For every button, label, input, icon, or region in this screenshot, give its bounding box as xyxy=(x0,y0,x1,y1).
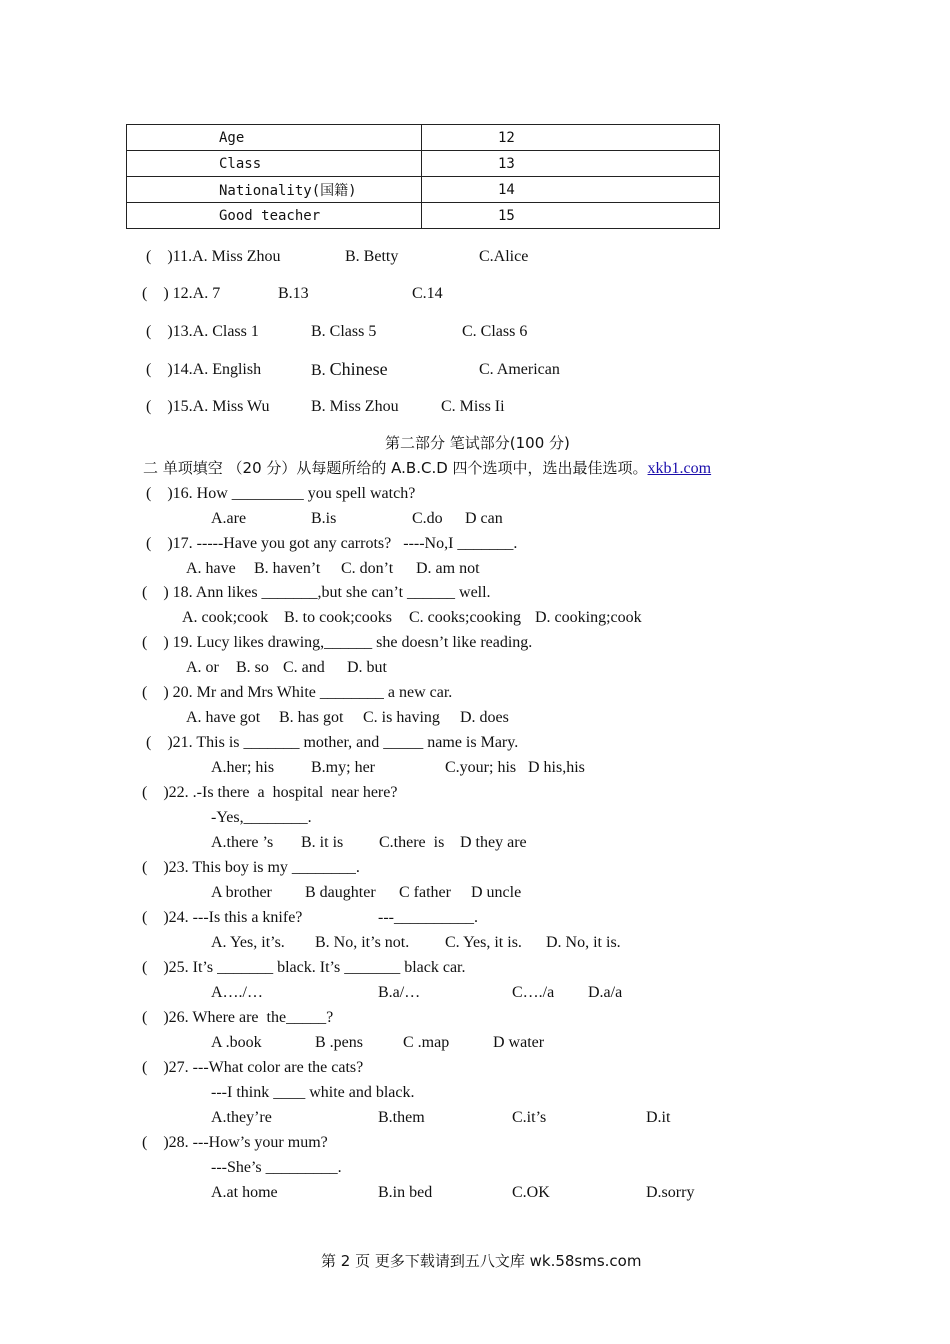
info-table xyxy=(126,124,720,229)
q21-option-c: C.your; his xyxy=(445,759,517,776)
q18-option-b: B. to cook;cooks xyxy=(284,609,392,626)
xkb1-link[interactable]: xkb1.com xyxy=(647,460,712,477)
q22-line2: -Yes,________. xyxy=(211,809,312,826)
table-row xyxy=(127,203,720,229)
q17-option-d: D. am not xyxy=(416,560,480,577)
q21-option-d: D his,his xyxy=(528,759,585,776)
q28-option-a: A.at home xyxy=(211,1184,278,1201)
q24-option-b: B. No, it’s not. xyxy=(315,934,410,951)
q12-stem: ( ) 12.A. 7 xyxy=(142,285,221,302)
q28-option-d: D.sorry xyxy=(646,1184,695,1201)
q26-option-c: C .map xyxy=(403,1034,450,1051)
q18-stem: ( ) 18. Ann likes _______,but she can’t ______ well. xyxy=(142,584,491,601)
q12-option-b: B.13 xyxy=(278,285,309,302)
q14-option-b-prefix: B. xyxy=(311,362,330,379)
table-label: Nationality(国籍) xyxy=(127,177,422,203)
q20-option-a: A. have got xyxy=(186,709,261,726)
q23-option-d: D uncle xyxy=(471,884,522,901)
table-label: Class xyxy=(127,151,422,177)
q11-stem: ( )11.A. Miss Zhou xyxy=(146,248,281,265)
q13-option-b: B. Class 5 xyxy=(311,323,377,340)
page-footer: 第 2 页 更多下载请到五八文库 wk.58sms.com xyxy=(321,1252,642,1270)
q23-stem: ( )23. This boy is my ________. xyxy=(142,859,360,876)
q16-option-b: B.is xyxy=(311,510,337,527)
q19-stem: ( ) 19. Lucy likes drawing,______ she doesn’t like reading. xyxy=(142,634,533,651)
q15-option-b: B. Miss Zhou xyxy=(311,398,399,415)
q11-option-b: B. Betty xyxy=(345,248,399,265)
q20-option-b: B. has got xyxy=(279,709,344,726)
table-label: Good teacher xyxy=(127,203,422,229)
table-row xyxy=(127,125,720,151)
q21-option-b: B.my; her xyxy=(311,759,375,776)
q26-stem: ( )26. Where are the_____? xyxy=(142,1009,334,1026)
q22-option-a: A.there ’s xyxy=(211,834,274,851)
q23-option-a: A brother xyxy=(211,884,272,901)
q19-option-b: B. so xyxy=(236,659,269,676)
q24-option-d: D. No, it is. xyxy=(546,934,621,951)
q23-option-c: C father xyxy=(399,884,451,901)
q22-option-b: B. it is xyxy=(301,834,344,851)
q18-option-d: D. cooking;cook xyxy=(535,609,642,626)
q25-option-d: D.a/a xyxy=(588,984,623,1001)
q11-option-c: C.Alice xyxy=(479,248,529,265)
q22-option-c: C.there is xyxy=(379,834,445,851)
table-number: 14 xyxy=(422,177,720,203)
q22-stem: ( )22. .-Is there a hospital near here? xyxy=(142,784,398,801)
q24-option-a: A. Yes, it’s. xyxy=(211,934,285,951)
q26-option-d: D water xyxy=(493,1034,545,1051)
instructions-text: 二 单项填空 （20 分）从每题所给的 A.B.C.D 四个选项中，选出最佳选项。 xyxy=(143,459,648,477)
part2-title: 第二部分 笔试部分(100 分) xyxy=(385,434,570,452)
q28-stem: ( )28. ---How’s your mum? xyxy=(142,1134,328,1151)
q16-option-a: A.are xyxy=(211,510,247,527)
q15-option-c: C. Miss Ii xyxy=(441,398,505,415)
q27-stem: ( )27. ---What color are the cats? xyxy=(142,1059,364,1076)
table-label: Age xyxy=(127,125,422,151)
q18-option-c: C. cooks;cooking xyxy=(409,609,521,626)
q16-option-c: C.do xyxy=(412,510,443,527)
q21-option-a: A.her; his xyxy=(211,759,275,776)
q19-option-c: C. and xyxy=(283,659,325,676)
q28-option-c: C.OK xyxy=(512,1184,550,1201)
q27-option-d: D.it xyxy=(646,1109,671,1126)
part2-instructions xyxy=(143,458,711,479)
table-row xyxy=(127,177,720,203)
table-row xyxy=(127,151,720,177)
table-number: 13 xyxy=(422,151,720,177)
q27-line2: ---I think ____ white and black. xyxy=(211,1084,415,1101)
q13-stem: ( )13.A. Class 1 xyxy=(146,323,259,340)
q28-line2: ---She’s _________. xyxy=(211,1159,342,1176)
q24-option-c: C. Yes, it is. xyxy=(445,934,522,951)
q23-option-b: B daughter xyxy=(305,884,376,901)
q27-option-c: C.it’s xyxy=(512,1109,547,1126)
q25-stem: ( )25. It’s _______ black. It’s _______ black car. xyxy=(142,959,466,976)
q25-option-c: C…./a xyxy=(512,984,555,1001)
q20-option-c: C. is having xyxy=(363,709,440,726)
q17-option-a: A. have xyxy=(186,560,236,577)
q14-option-b-word: Chinese xyxy=(329,359,388,379)
q18-option-a: A. cook;cook xyxy=(182,609,269,626)
q14-option-b xyxy=(311,359,388,381)
q21-stem: ( )21. This is _______ mother, and _____ name is Mary. xyxy=(146,734,519,751)
q20-stem: ( ) 20. Mr and Mrs White ________ a new car. xyxy=(142,684,453,701)
q17-option-c: C. don’t xyxy=(341,560,394,577)
q17-stem: ( )17. -----Have you got any carrots? ----No,I _______. xyxy=(146,535,518,552)
q20-option-d: D. does xyxy=(460,709,509,726)
q27-option-a: A.they’re xyxy=(211,1109,272,1126)
q14-stem: ( )14.A. English xyxy=(146,361,262,378)
q14-option-c: C. American xyxy=(479,361,560,378)
q25-option-b: B.a/… xyxy=(378,984,421,1001)
q19-option-d: D. but xyxy=(347,659,387,676)
q15-stem: ( )15.A. Miss Wu xyxy=(146,398,270,415)
table-number: 15 xyxy=(422,203,720,229)
q17-option-b: B. haven’t xyxy=(254,560,321,577)
q22-option-d: D they are xyxy=(460,834,527,851)
q28-option-b: B.in bed xyxy=(378,1184,433,1201)
q16-stem: ( )16. How _________ you spell watch? xyxy=(146,485,416,502)
q16-option-d: D can xyxy=(465,510,503,527)
q25-option-a: A…./… xyxy=(211,984,263,1001)
q19-option-a: A. or xyxy=(186,659,219,676)
q24-stem: ( )24. ---Is this a knife? xyxy=(142,909,303,926)
table-number: 12 xyxy=(422,125,720,151)
q27-option-b: B.them xyxy=(378,1109,425,1126)
q26-option-a: A .book xyxy=(211,1034,262,1051)
q26-option-b: B .pens xyxy=(315,1034,363,1051)
q13-option-c: C. Class 6 xyxy=(462,323,528,340)
q24-reply: ---__________. xyxy=(378,909,478,926)
q12-option-c: C.14 xyxy=(412,285,443,302)
